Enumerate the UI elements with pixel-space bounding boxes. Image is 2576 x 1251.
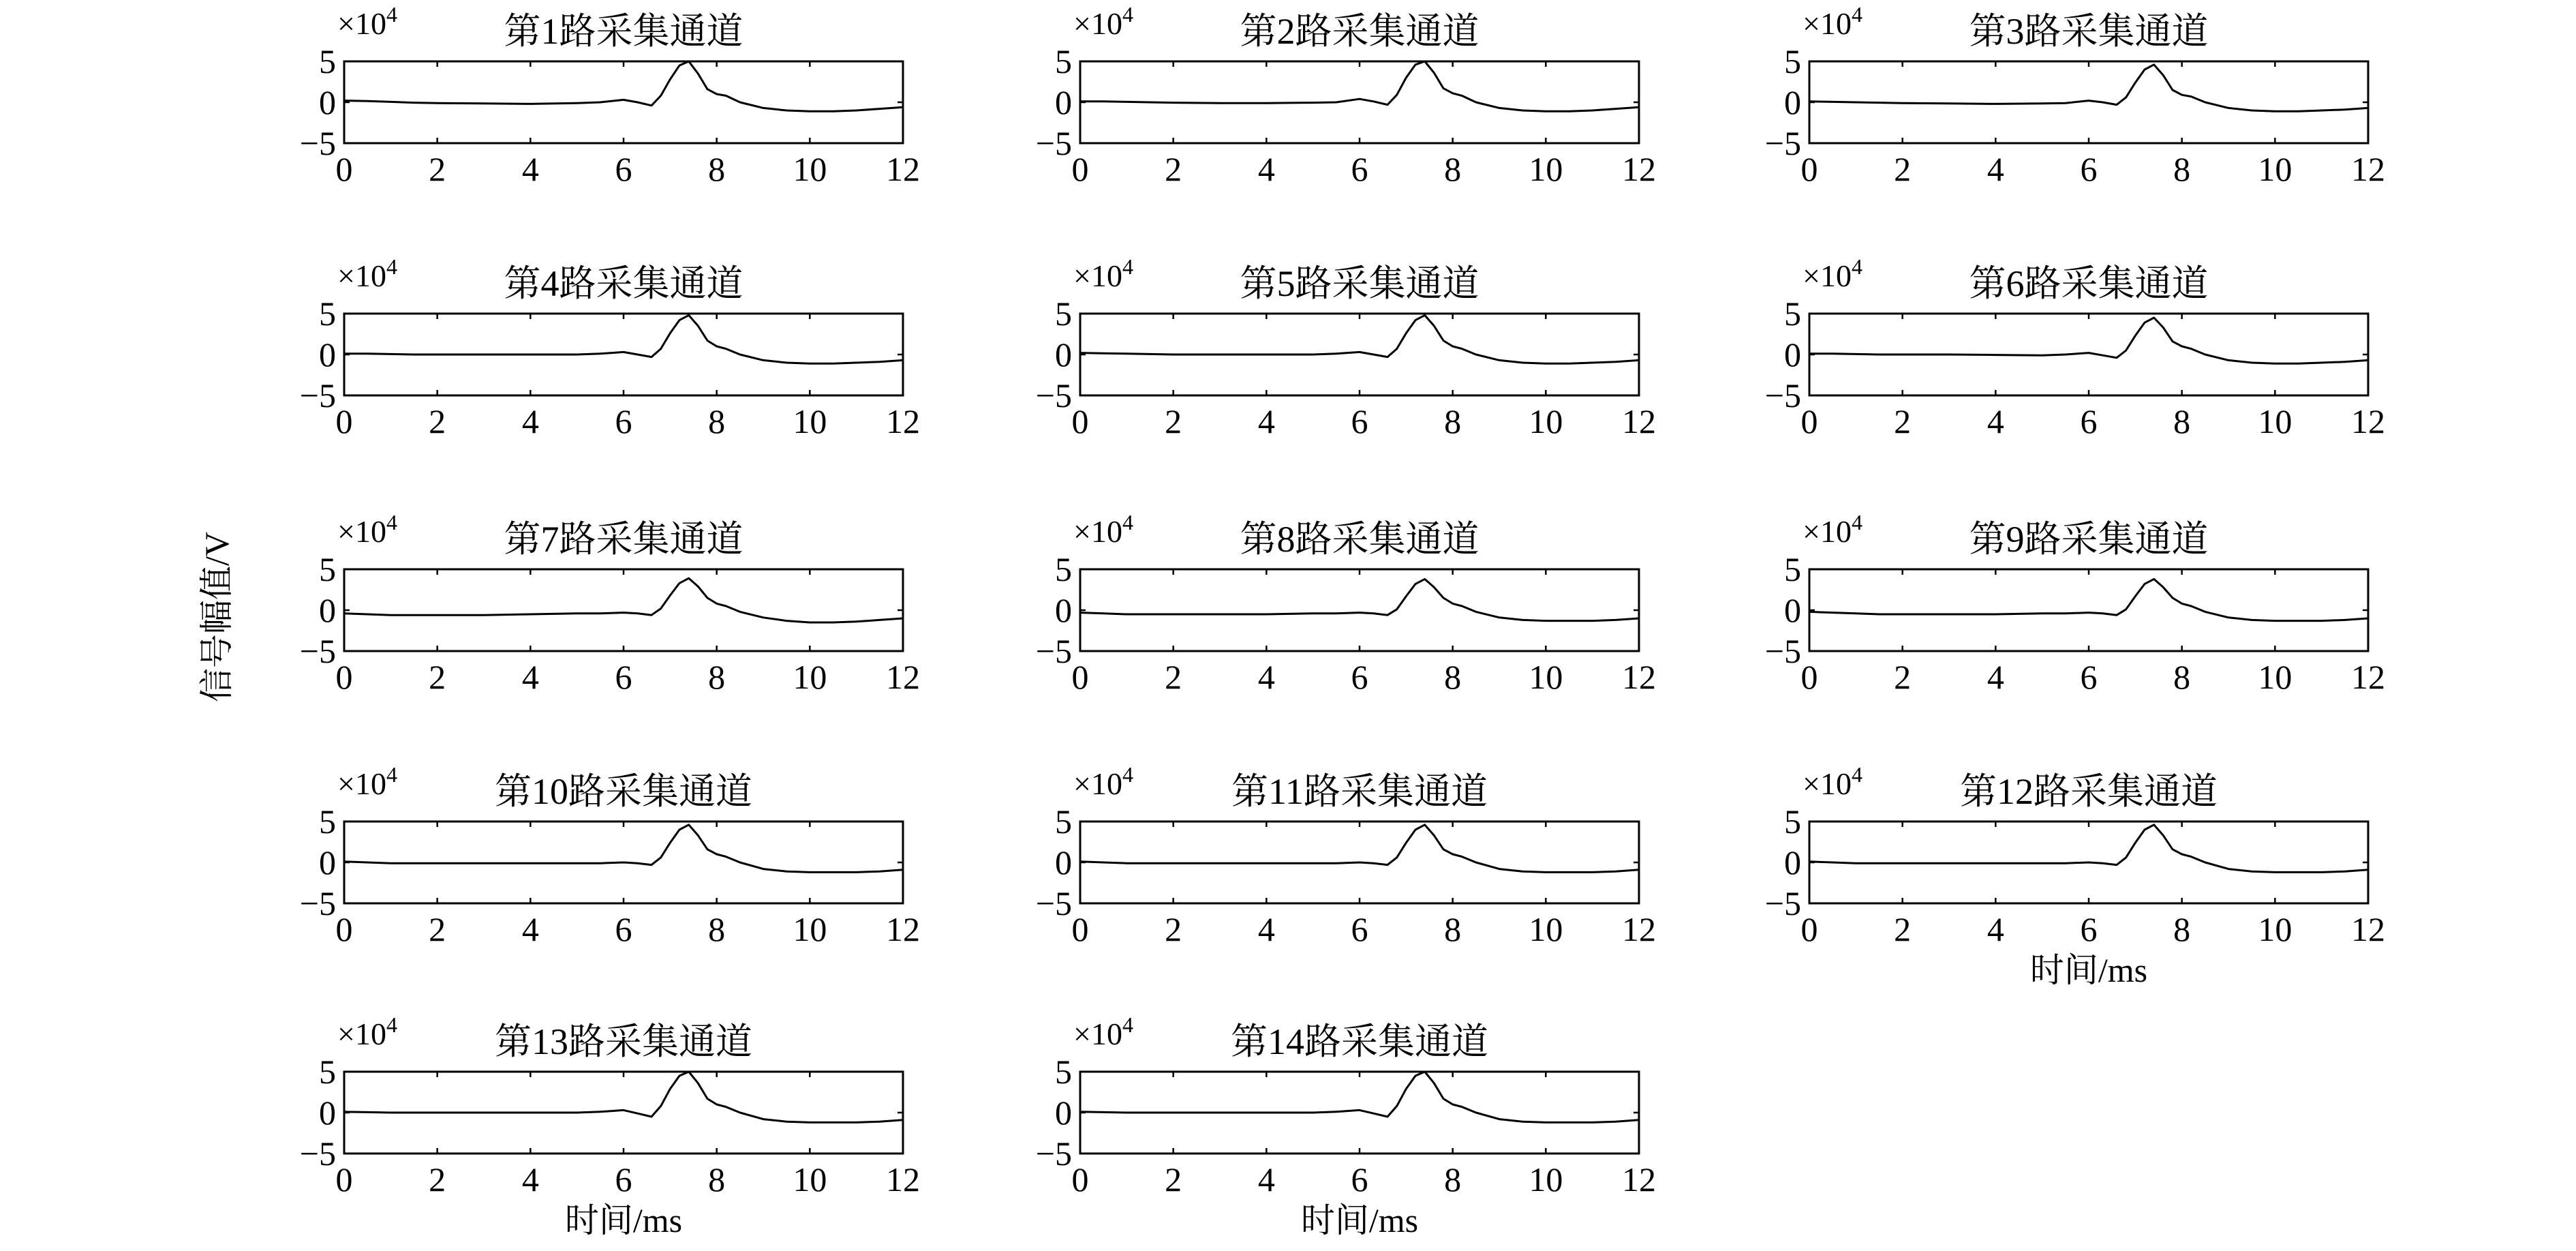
x-tick-label: 6 xyxy=(615,150,632,188)
x-tick-label: 0 xyxy=(335,402,353,440)
subplot-6 xyxy=(1765,254,2385,440)
y-tick-label: 5 xyxy=(319,550,336,588)
y-multiplier-label: $\times 10^4$ xyxy=(1803,762,1862,801)
y-multiplier-exponent: 4 xyxy=(386,254,397,279)
y-tick-label: 5 xyxy=(1055,42,1072,80)
y-tick-label: 5 xyxy=(1055,550,1072,588)
y-tick-label: −5 xyxy=(1764,376,1801,415)
x-tick-label: 0 xyxy=(1071,658,1089,696)
y-tick-label: −5 xyxy=(1035,632,1072,670)
signal-trace xyxy=(1809,318,2368,363)
x-tick-label: 10 xyxy=(1529,658,1563,696)
y-tick-label: 0 xyxy=(1055,83,1072,121)
x-tick-label: 10 xyxy=(793,150,827,188)
y-tick-label: 5 xyxy=(1055,295,1072,333)
x-tick-label: 12 xyxy=(2351,402,2385,440)
x-tick-label: 6 xyxy=(615,910,632,948)
x-tick-label: 4 xyxy=(521,1160,539,1199)
y-tick-label: 5 xyxy=(1784,802,1801,841)
y-tick-label: 0 xyxy=(1784,335,1801,374)
signal-trace xyxy=(1809,579,2368,620)
x-tick-label: 4 xyxy=(1987,402,2004,440)
y-multiplier-label: $\times 10^4$ xyxy=(1073,2,1133,41)
x-axis-label: 时间/ms xyxy=(1300,1201,1419,1239)
y-tick-label: −5 xyxy=(1035,376,1072,415)
subplot-1 xyxy=(300,2,920,188)
x-tick-label: 8 xyxy=(2173,150,2191,188)
y-multiplier-exponent: 4 xyxy=(1851,254,1862,279)
y-multiplier-exponent: 4 xyxy=(1851,510,1862,534)
x-tick-label: 10 xyxy=(2258,910,2293,948)
y-tick-label: −5 xyxy=(299,376,336,415)
y-multiplier-label: $\times 10^4$ xyxy=(1803,254,1862,293)
subplot-title: 第11路采集通道 xyxy=(1231,771,1488,812)
x-tick-label: 0 xyxy=(335,658,353,696)
x-tick-label: 8 xyxy=(708,910,726,948)
y-tick-label: 0 xyxy=(319,83,336,121)
subplot-9 xyxy=(1765,510,2385,696)
x-tick-label: 6 xyxy=(615,402,632,440)
x-tick-label: 8 xyxy=(1444,910,1462,948)
x-tick-label: 0 xyxy=(1071,910,1089,948)
y-multiplier-exponent: 4 xyxy=(386,2,397,27)
subplot-title: 第13路采集通道 xyxy=(495,1021,752,1062)
x-tick-label: 0 xyxy=(1071,150,1089,188)
y-tick-label: 0 xyxy=(1784,83,1801,121)
x-tick-label: 2 xyxy=(1894,658,1912,696)
x-tick-label: 10 xyxy=(793,910,827,948)
y-multiplier-label: $\times 10^4$ xyxy=(1803,2,1862,41)
subplot-7 xyxy=(300,510,920,696)
x-tick-label: 6 xyxy=(2080,402,2098,440)
x-tick-label: 8 xyxy=(2173,658,2191,696)
signal-trace xyxy=(1080,1072,1639,1122)
y-multiplier-exponent: 4 xyxy=(1851,2,1862,27)
subplot-5 xyxy=(1036,254,1656,440)
x-tick-label: 10 xyxy=(2258,402,2293,440)
axes-frame xyxy=(1809,569,2368,651)
axes-frame xyxy=(1080,569,1639,651)
x-tick-label: 4 xyxy=(521,402,539,440)
signal-trace xyxy=(1809,65,2368,111)
subplot-14 xyxy=(1036,1012,1656,1239)
y-multiplier-exponent: 4 xyxy=(386,1012,397,1037)
x-tick-label: 4 xyxy=(1987,658,2004,696)
x-tick-label: 2 xyxy=(1165,910,1182,948)
x-tick-label: 4 xyxy=(521,910,539,948)
x-tick-label: 12 xyxy=(1622,910,1656,948)
x-tick-label: 6 xyxy=(1351,658,1368,696)
subplot-4 xyxy=(300,254,920,440)
signal-trace xyxy=(344,578,903,622)
subplot-title: 第4路采集通道 xyxy=(504,263,743,304)
signal-trace xyxy=(344,825,903,873)
y-multiplier-label: $\times 10^4$ xyxy=(1073,510,1133,549)
y-tick-label: 0 xyxy=(1784,843,1801,881)
x-tick-label: 12 xyxy=(1622,658,1656,696)
shared-y-axis-label: 信号幅值/V xyxy=(198,532,236,702)
x-tick-label: 12 xyxy=(886,402,920,440)
x-tick-label: 4 xyxy=(1257,1160,1275,1199)
x-tick-label: 8 xyxy=(1444,402,1462,440)
y-tick-label: 0 xyxy=(319,591,336,629)
axes-frame xyxy=(344,569,903,651)
x-tick-label: 8 xyxy=(708,402,726,440)
y-multiplier-label: $\times 10^4$ xyxy=(1073,254,1133,293)
x-tick-label: 6 xyxy=(1351,910,1368,948)
y-tick-label: 5 xyxy=(1055,1053,1072,1091)
y-multiplier-label: $\times 10^4$ xyxy=(337,254,397,293)
y-multiplier-exponent: 4 xyxy=(386,762,397,787)
x-tick-label: 0 xyxy=(335,910,353,948)
x-tick-label: 12 xyxy=(1622,402,1656,440)
x-tick-label: 0 xyxy=(335,1160,353,1199)
subplot-2 xyxy=(1036,2,1656,188)
x-tick-label: 2 xyxy=(429,658,446,696)
subplot-13 xyxy=(300,1012,920,1239)
subplot-title: 第14路采集通道 xyxy=(1231,1021,1488,1062)
subplot-title: 第10路采集通道 xyxy=(495,771,752,812)
y-multiplier-exponent: 4 xyxy=(1122,254,1133,279)
x-tick-label: 8 xyxy=(2173,402,2191,440)
x-tick-label: 0 xyxy=(1071,1160,1089,1199)
y-tick-label: −5 xyxy=(299,884,336,922)
x-tick-label: 12 xyxy=(2351,150,2385,188)
y-tick-label: −5 xyxy=(299,124,336,162)
y-multiplier-label: $\times 10^4$ xyxy=(1073,762,1133,801)
x-tick-label: 0 xyxy=(1800,910,1818,948)
y-tick-label: 0 xyxy=(1055,843,1072,881)
y-tick-label: −5 xyxy=(1764,632,1801,670)
subplot-11 xyxy=(1036,762,1656,948)
y-tick-label: 0 xyxy=(319,843,336,881)
x-tick-label: 8 xyxy=(1444,150,1462,188)
signal-trace xyxy=(344,1072,903,1122)
x-tick-label: 10 xyxy=(793,402,827,440)
y-tick-label: 0 xyxy=(1055,591,1072,629)
y-tick-label: 0 xyxy=(319,1094,336,1132)
x-tick-label: 4 xyxy=(1257,402,1275,440)
x-tick-label: 0 xyxy=(1800,402,1818,440)
x-tick-label: 0 xyxy=(1800,658,1818,696)
y-tick-label: 5 xyxy=(1784,550,1801,588)
x-tick-label: 2 xyxy=(1894,402,1912,440)
x-tick-label: 10 xyxy=(2258,658,2293,696)
y-tick-label: 5 xyxy=(1784,42,1801,80)
y-multiplier-exponent: 4 xyxy=(1122,2,1133,27)
y-tick-label: 5 xyxy=(1784,295,1801,333)
subplot-3 xyxy=(1765,2,2385,188)
x-tick-label: 10 xyxy=(1529,402,1563,440)
x-tick-label: 6 xyxy=(2080,910,2098,948)
x-tick-label: 12 xyxy=(886,658,920,696)
x-tick-label: 2 xyxy=(1894,910,1912,948)
x-tick-label: 2 xyxy=(429,910,446,948)
subplot-grid xyxy=(300,2,2385,1239)
y-tick-label: −5 xyxy=(299,1134,336,1173)
x-tick-label: 8 xyxy=(1444,658,1462,696)
y-tick-label: −5 xyxy=(1764,884,1801,922)
subplot-title: 第9路采集通道 xyxy=(1969,519,2209,560)
x-tick-label: 6 xyxy=(2080,658,2098,696)
x-tick-label: 0 xyxy=(1071,402,1089,440)
subplot-title: 第6路采集通道 xyxy=(1969,263,2209,304)
x-tick-label: 12 xyxy=(1622,1160,1656,1199)
subplot-10 xyxy=(300,762,920,948)
signal-trace xyxy=(1080,825,1639,873)
x-tick-label: 6 xyxy=(615,1160,632,1199)
x-tick-label: 0 xyxy=(335,150,353,188)
subplot-title: 第12路采集通道 xyxy=(1960,771,2218,812)
x-axis-label: 时间/ms xyxy=(564,1201,683,1239)
x-tick-label: 8 xyxy=(2173,910,2191,948)
x-tick-label: 6 xyxy=(2080,150,2098,188)
y-tick-label: 0 xyxy=(1055,335,1072,374)
x-tick-label: 2 xyxy=(429,402,446,440)
x-tick-label: 10 xyxy=(2258,150,2293,188)
subplot-title: 第3路采集通道 xyxy=(1969,11,2209,52)
x-tick-label: 4 xyxy=(1257,658,1275,696)
x-tick-label: 6 xyxy=(1351,402,1368,440)
x-tick-label: 4 xyxy=(1257,150,1275,188)
x-tick-label: 6 xyxy=(1351,1160,1368,1199)
y-tick-label: 5 xyxy=(319,802,336,841)
x-tick-label: 2 xyxy=(429,150,446,188)
x-tick-label: 10 xyxy=(793,658,827,696)
y-multiplier-label: $\times 10^4$ xyxy=(1073,1012,1133,1051)
y-tick-label: −5 xyxy=(299,632,336,670)
signal-trace xyxy=(344,61,903,111)
x-tick-label: 2 xyxy=(1894,150,1912,188)
y-multiplier-exponent: 4 xyxy=(1851,762,1862,787)
subplot-title: 第8路采集通道 xyxy=(1240,519,1479,560)
y-tick-label: 5 xyxy=(1055,802,1072,841)
x-tick-label: 4 xyxy=(1257,910,1275,948)
x-tick-label: 2 xyxy=(1165,150,1182,188)
x-tick-label: 12 xyxy=(2351,658,2385,696)
x-tick-label: 8 xyxy=(1444,1160,1462,1199)
x-tick-label: 2 xyxy=(1165,658,1182,696)
x-tick-label: 10 xyxy=(1529,910,1563,948)
x-tick-label: 4 xyxy=(521,150,539,188)
x-tick-label: 10 xyxy=(793,1160,827,1199)
subplot-title: 第1路采集通道 xyxy=(504,11,743,52)
x-tick-label: 12 xyxy=(886,1160,920,1199)
subplot-title: 第7路采集通道 xyxy=(504,519,743,560)
y-tick-label: 5 xyxy=(319,1053,336,1091)
x-tick-label: 2 xyxy=(1165,402,1182,440)
x-tick-label: 10 xyxy=(1529,1160,1563,1199)
x-tick-label: 0 xyxy=(1800,150,1818,188)
subplot-title: 第2路采集通道 xyxy=(1240,11,1479,52)
x-tick-label: 4 xyxy=(1987,150,2004,188)
y-tick-label: −5 xyxy=(1035,124,1072,162)
y-multiplier-exponent: 4 xyxy=(1122,762,1133,787)
y-multiplier-label: $\times 10^4$ xyxy=(337,1012,397,1051)
subplot-8 xyxy=(1036,510,1656,696)
y-multiplier-label: $\times 10^4$ xyxy=(337,510,397,549)
signal-trace xyxy=(1080,315,1639,363)
y-multiplier-exponent: 4 xyxy=(386,510,397,534)
x-tick-label: 6 xyxy=(615,658,632,696)
x-tick-label: 4 xyxy=(521,658,539,696)
x-tick-label: 2 xyxy=(429,1160,446,1199)
y-multiplier-label: $\times 10^4$ xyxy=(1803,510,1862,549)
y-multiplier-label: $\times 10^4$ xyxy=(337,762,397,801)
signal-trace xyxy=(344,315,903,363)
y-tick-label: −5 xyxy=(1035,1134,1072,1173)
subplot-title: 第5路采集通道 xyxy=(1240,263,1479,304)
x-tick-label: 2 xyxy=(1165,1160,1182,1199)
y-multiplier-exponent: 4 xyxy=(1122,510,1133,534)
x-axis-label: 时间/ms xyxy=(2029,951,2148,989)
x-tick-label: 10 xyxy=(1529,150,1563,188)
signal-trace xyxy=(1080,61,1639,111)
x-tick-label: 8 xyxy=(708,658,726,696)
x-tick-label: 6 xyxy=(1351,150,1368,188)
x-tick-label: 12 xyxy=(886,150,920,188)
signal-trace xyxy=(1080,579,1639,620)
y-tick-label: 0 xyxy=(1784,591,1801,629)
y-tick-label: 0 xyxy=(1055,1094,1072,1132)
y-tick-label: −5 xyxy=(1764,124,1801,162)
x-tick-label: 12 xyxy=(2351,910,2385,948)
x-tick-label: 12 xyxy=(1622,150,1656,188)
subplot-12 xyxy=(1765,762,2385,989)
y-tick-label: 0 xyxy=(319,335,336,374)
y-tick-label: 5 xyxy=(319,295,336,333)
x-tick-label: 4 xyxy=(1987,910,2004,948)
y-multiplier-label: $\times 10^4$ xyxy=(337,2,397,41)
y-tick-label: 5 xyxy=(319,42,336,80)
x-tick-label: 8 xyxy=(708,1160,726,1199)
x-tick-label: 12 xyxy=(886,910,920,948)
y-multiplier-exponent: 4 xyxy=(1122,1012,1133,1037)
x-tick-label: 8 xyxy=(708,150,726,188)
signal-trace xyxy=(1809,825,2368,873)
y-tick-label: −5 xyxy=(1035,884,1072,922)
